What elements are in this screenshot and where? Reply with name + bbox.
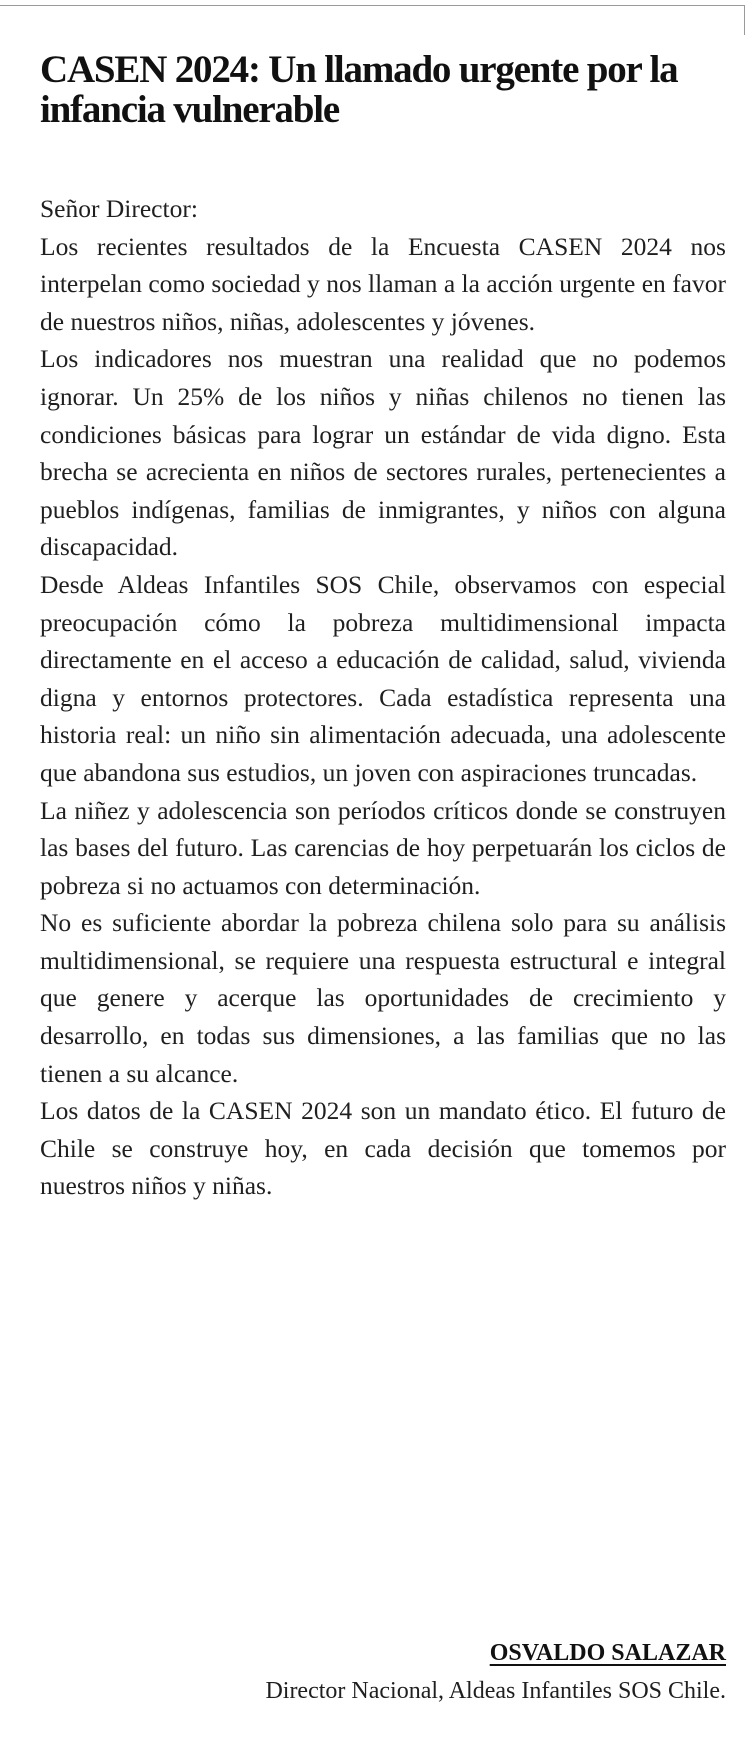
- paragraph: Los indicadores nos muestran una realidad que no podemos ignorar. Un 25% de los niños y niñas chilenos no tienen las condiciones básicas para lograr un estándar de vida digno. Esta brecha se acrecienta en niños de sectores rurales, pertenecientes a pueblos indígenas, familias de inmigrantes, y niños con alguna discapacidad.: [40, 344, 726, 562]
- author-title: Director Nacional, Aldeas Infantiles SOS Chile.: [265, 1678, 726, 1704]
- right-border-rule: [744, 5, 745, 35]
- letter-body: [40, 190, 726, 1205]
- paragraph: Los recientes resultados de la Encuesta CASEN 2024 nos interpelan como sociedad y nos llaman a la acción urgente en favor de nuestros niños, niñas, adolescentes y jóvenes.: [40, 231, 726, 336]
- paragraph: Desde Aldeas Infantiles SOS Chile, observamos con especial preocupación cómo la pobreza multidimensional impacta directamente en el acceso a educación de calidad, salud, vivienda digna y entornos protectores. Cada estadística representa una historia real: un niño sin alimentación adecuada, una adolescente que abandona sus estudios, un joven con aspiraciones truncadas.: [40, 569, 726, 787]
- top-border-rule: [0, 5, 745, 6]
- headline: CASEN 2024: Un llamado urgente por la infancia vulnerable: [40, 48, 678, 131]
- paragraph: No es suficiente abordar la pobreza chilena solo para su análisis multidimensional, se requiere una respuesta estructural e integral que genere y acerque las oportunidades de crecimiento y desarrollo, en todas sus dimensiones, a las familias que no las tienen a su alcance.: [40, 908, 726, 1088]
- salutation: Señor Director:: [40, 194, 198, 223]
- author-name: OSVALDO SALAZAR: [489, 1640, 726, 1666]
- paragraph: Los datos de la CASEN 2024 son un mandato ético. El futuro de Chile se construye hoy, en cada decisión que tomemos por nuestros niños y niñas.: [40, 1096, 726, 1201]
- signature-block: [265, 1638, 726, 1708]
- paragraph: La niñez y adolescencia son períodos críticos donde se construyen las bases del futuro. Las carencias de hoy perpetuarán los ciclos de pobreza si no actuamos con determinación.: [40, 795, 726, 900]
